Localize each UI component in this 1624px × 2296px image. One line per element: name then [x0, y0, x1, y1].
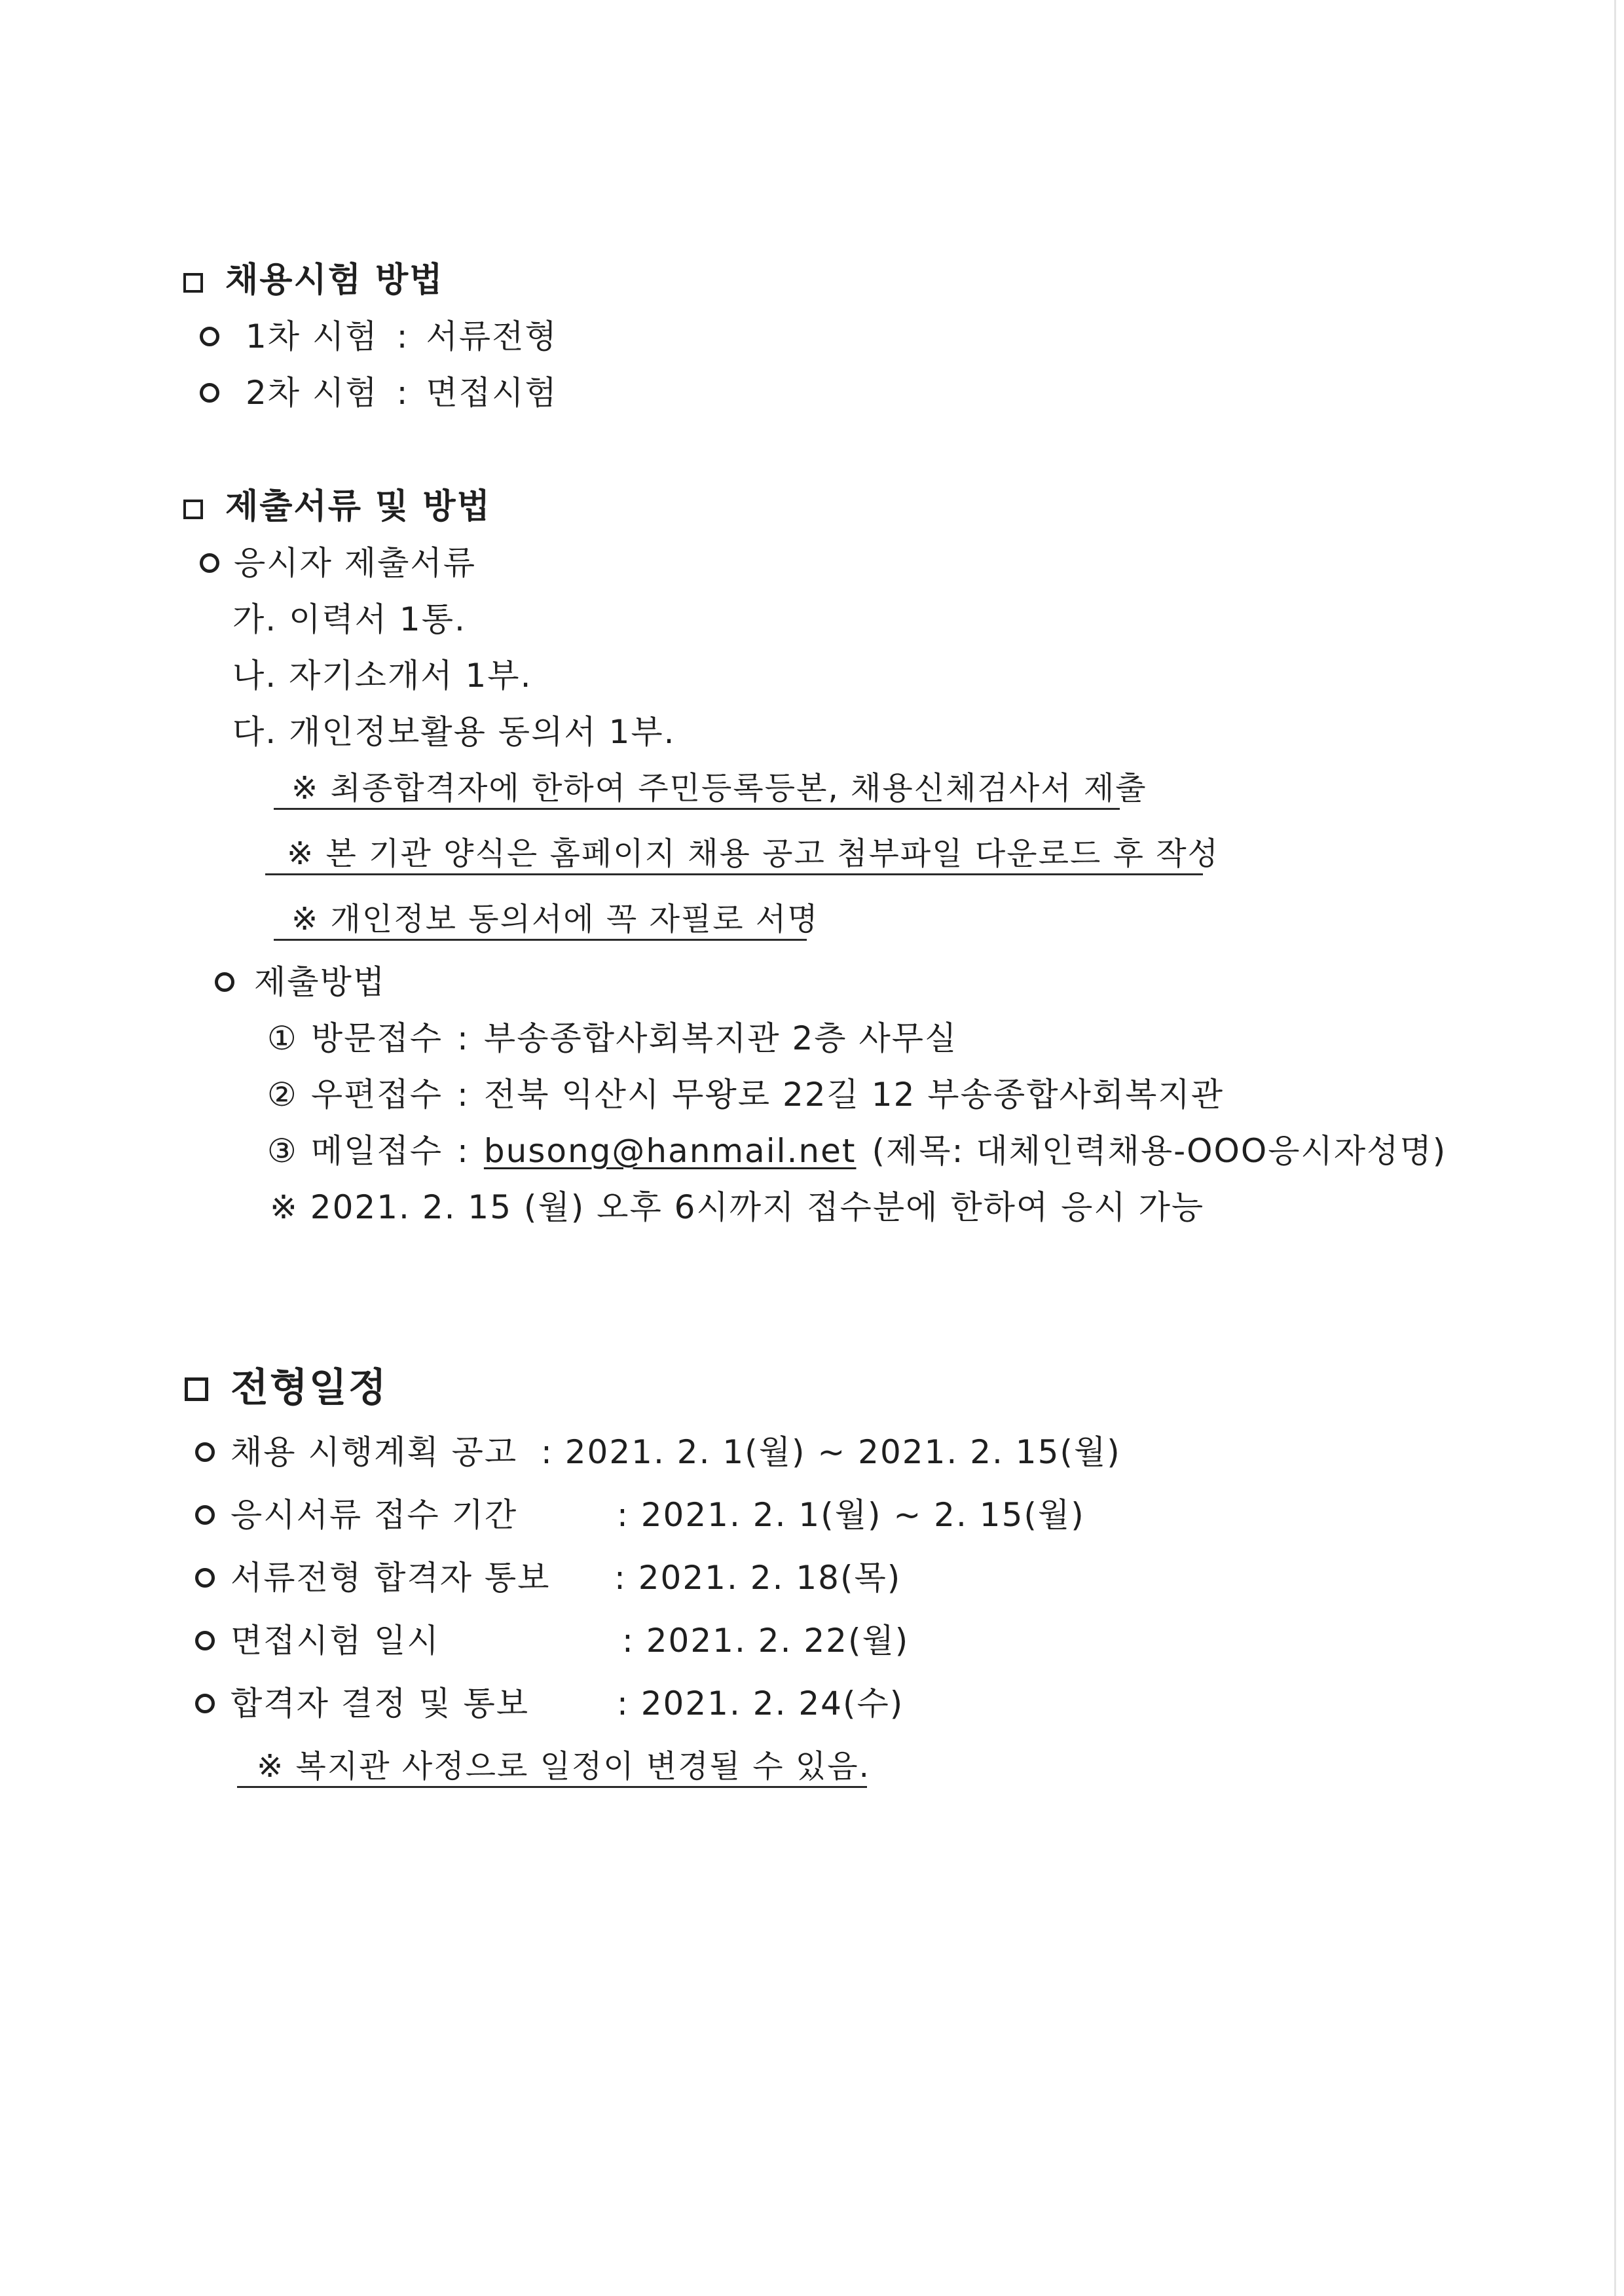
section-heading-documents — [183, 486, 491, 528]
checkbox-square-icon — [185, 1377, 208, 1401]
deadline-note: ※ 2021. 2. 15 (월) 오후 6시까지 접수분에 한하여 응시 가능 — [270, 1188, 1205, 1226]
schedule-value: : 2021. 2. 18(목) — [614, 1559, 902, 1597]
note-underline — [274, 808, 1120, 810]
method-item: ② 우편접수 : 전북 익산시 무왕로 22길 12 부송종합사회복지관 — [267, 1076, 1225, 1114]
schedule-item: 응시서류 접수 기간 — [195, 1494, 517, 1536]
circle-bullet-icon — [200, 383, 219, 403]
schedule-item: 면접시험 일시 — [195, 1620, 440, 1662]
item-value: 면접시험 — [426, 374, 558, 412]
list-item: 1차 시험 : 서류전형 — [200, 316, 558, 357]
method-item: ① 방문접수 : 부송종합사회복지관 2층 사무실 — [267, 1019, 958, 1057]
doc-item: 나. 자기소개서 1부. — [232, 657, 532, 695]
note-underline — [274, 939, 807, 941]
circle-bullet-icon — [200, 327, 219, 346]
schedule-item: 합격자 결정 및 통보 — [195, 1683, 529, 1724]
checkbox-square-icon — [183, 273, 203, 293]
section-heading-schedule — [185, 1363, 388, 1413]
schedule-item: 채용 시행계획 공고 — [195, 1431, 517, 1473]
note-text: ※ 개인정보 동의서에 꼭 자필로 서명 — [291, 901, 819, 938]
note-underline — [265, 873, 1203, 875]
note-text: ※ 최종합격자에 한하여 주민등록등본, 채용신체검사서 제출 — [291, 770, 1147, 807]
item-label: 1차 시험 — [246, 318, 378, 355]
section-title: 전형일정 — [231, 1365, 388, 1411]
item-label: 2차 시험 — [246, 374, 378, 412]
checkbox-square-icon — [183, 500, 203, 519]
circle-bullet-icon — [195, 1505, 215, 1525]
method-item: ③ 메일접수 : busong@hanmail.net (제목: 대체인력채용-OOO응시자성명) — [267, 1132, 1447, 1170]
schedule-item: 서류전형 합격자 통보 — [195, 1557, 551, 1599]
circle-bullet-icon — [195, 1568, 215, 1588]
schedule-value: : 2021. 2. 22(월) — [622, 1622, 910, 1660]
item-value: 서류전형 — [426, 318, 558, 355]
note-underline — [237, 1786, 867, 1788]
circle-bullet-icon — [195, 1631, 215, 1650]
circle-bullet-icon — [215, 972, 234, 992]
email-link[interactable]: busong@hanmail.net — [483, 1132, 857, 1170]
doc-item: 다. 개인정보활용 동의서 1부. — [232, 713, 676, 751]
section-heading-exam-method — [183, 259, 444, 301]
doc-item: 가. 이력서 1통. — [232, 600, 466, 638]
circle-bullet-icon — [195, 1694, 215, 1713]
section-title: 제출서류 및 방법 — [225, 487, 491, 526]
section-title: 채용시험 방법 — [225, 261, 444, 300]
scan-edge-line — [1614, 0, 1616, 2296]
schedule-value: : 2021. 2. 1(월) ~ 2. 15(월) — [617, 1496, 1085, 1534]
subheading-method: 제출방법 — [215, 961, 386, 1003]
circle-bullet-icon — [195, 1442, 215, 1462]
schedule-note: ※ 복지관 사정으로 일정이 변경될 수 있음. — [257, 1748, 870, 1785]
list-item: 2차 시험 : 면접시험 — [200, 372, 558, 414]
note-text: ※ 본 기관 양식은 홈페이지 채용 공고 첨부파일 다운로드 후 작성 — [287, 835, 1219, 872]
subheading-docs: 응시자 제출서류 — [200, 542, 476, 584]
circle-bullet-icon — [200, 553, 219, 573]
schedule-value: : 2021. 2. 24(수) — [617, 1685, 904, 1722]
schedule-value: : 2021. 2. 1(월) ~ 2021. 2. 15(월) — [541, 1433, 1121, 1471]
